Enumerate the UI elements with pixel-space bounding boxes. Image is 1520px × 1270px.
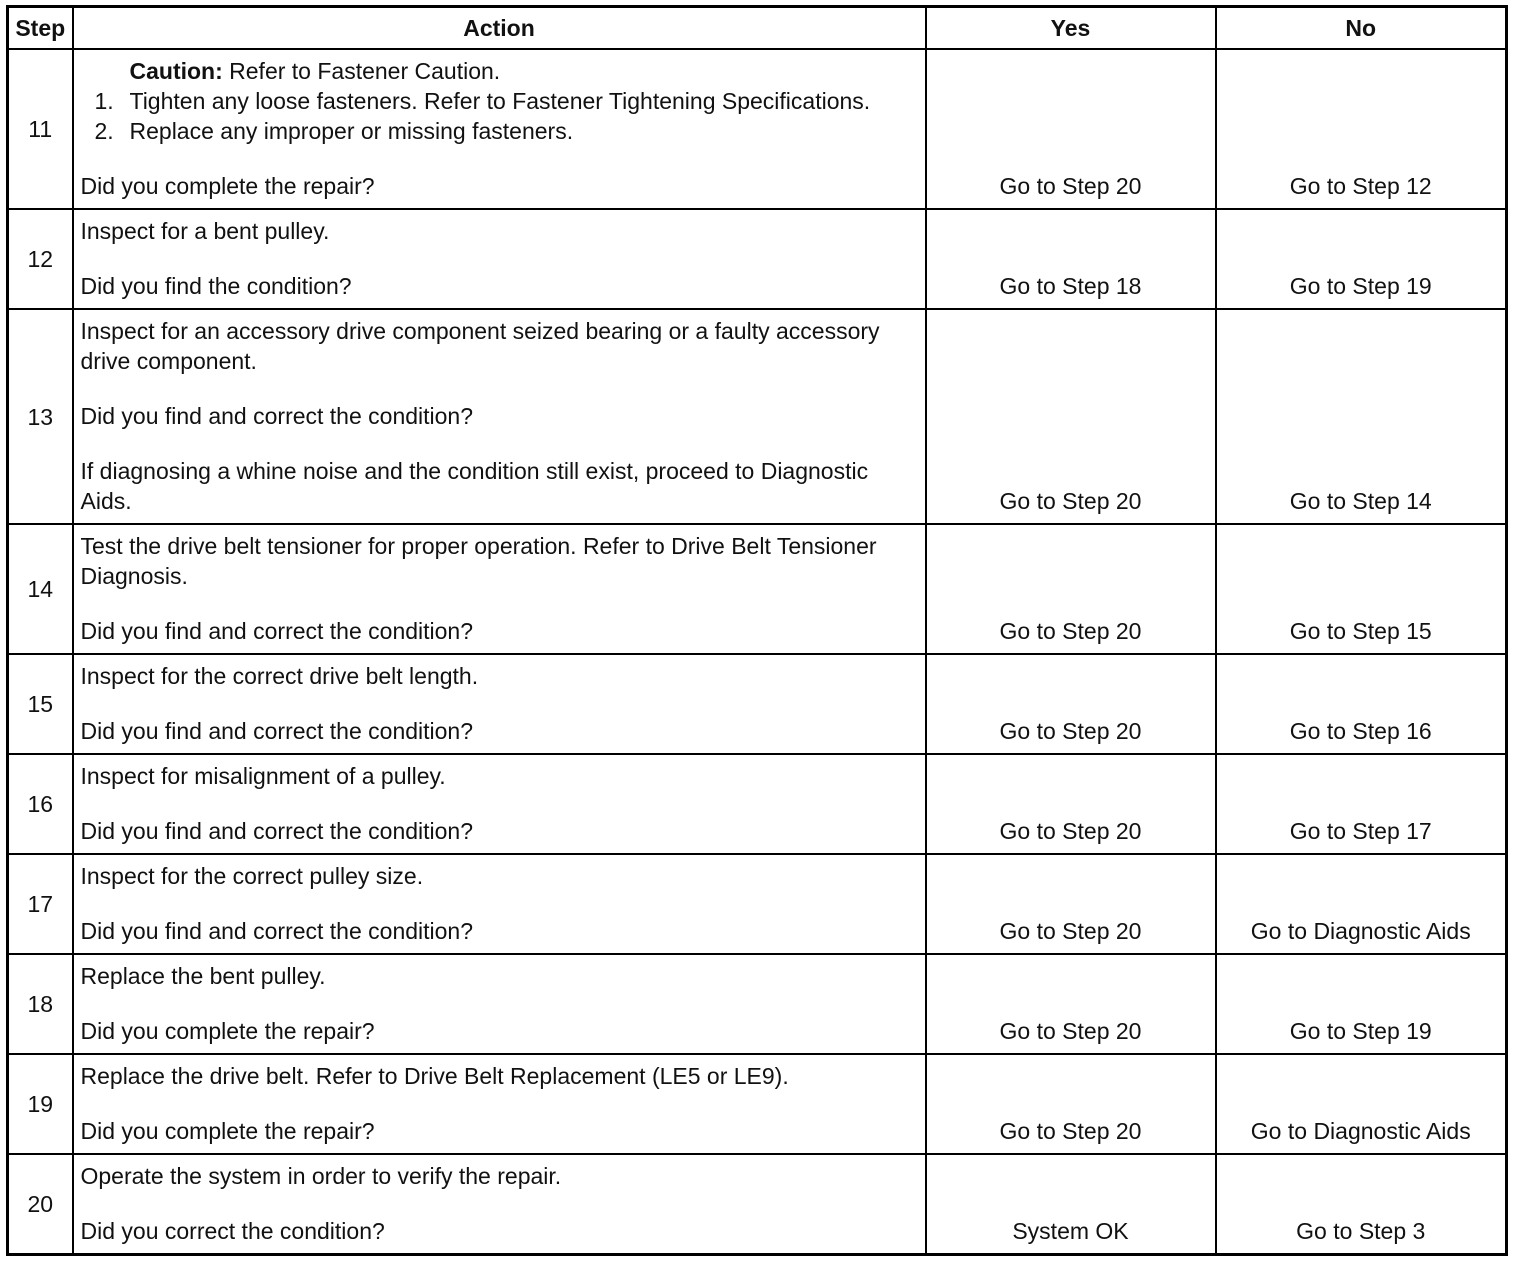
action-paragraph: Replace the drive belt. Refer to Drive Belt Replacement (LE5 or LE9). [80, 1063, 789, 1089]
action-paragraph: Inspect for the correct drive belt length. [80, 663, 479, 689]
step-number: 16 [8, 754, 73, 854]
action-question: Did you complete the repair? [80, 1118, 375, 1144]
action-column-header: Action [73, 7, 926, 50]
no-result: Go to Step 17 [1216, 754, 1507, 854]
list-item [81, 86, 919, 116]
action-question: Did you find the condition? [80, 273, 352, 299]
action-question: Did you find and correct the condition? [80, 918, 474, 944]
action-cell [73, 654, 926, 754]
table-row-step-18 [8, 954, 1507, 1054]
yes-result: Go to Step 20 [926, 654, 1216, 754]
yes-result: Go to Step 18 [926, 209, 1216, 309]
no-result: Go to Step 19 [1216, 209, 1507, 309]
action-paragraph: If diagnosing a whine noise and the condition still exist, proceed to Diagnostic Aids. [80, 458, 869, 514]
no-result: Go to Diagnostic Aids [1216, 854, 1507, 954]
list-number: 2. [94, 118, 114, 144]
no-result: Go to Step 16 [1216, 654, 1507, 754]
no-result: Go to Step 14 [1216, 309, 1507, 524]
table-row-step-11 [8, 49, 1507, 209]
yes-result: Go to Step 20 [926, 49, 1216, 209]
table-row-step-14 [8, 524, 1507, 654]
action-cell [73, 309, 926, 524]
step-column-header: Step [8, 7, 73, 50]
action-question: Did you find and correct the condition? [80, 618, 474, 644]
action-question: Did you find and correct the condition? [80, 818, 474, 844]
yes-result: Go to Step 20 [926, 954, 1216, 1054]
action-paragraph: Replace the bent pulley. [80, 963, 326, 989]
yes-result: Go to Step 20 [926, 524, 1216, 654]
no-result: Go to Step 12 [1216, 49, 1507, 209]
yes-result: System OK [926, 1154, 1216, 1255]
paragraph-spacer [81, 891, 919, 916]
yes-column-header: Yes [926, 7, 1216, 50]
step-number: 17 [8, 854, 73, 954]
no-result: Go to Step 3 [1216, 1154, 1507, 1255]
action-paragraph: Inspect for misalignment of a pulley. [80, 763, 446, 789]
no-result: Go to Step 19 [1216, 954, 1507, 1054]
step-number: 14 [8, 524, 73, 654]
action-paragraph: Operate the system in order to verify the repair. [80, 1163, 562, 1189]
action-question: Did you correct the condition? [80, 1218, 385, 1244]
table-row-step-17 [8, 854, 1507, 954]
step-number: 12 [8, 209, 73, 309]
table-row-step-12 [8, 209, 1507, 309]
list-text: Replace any improper or missing fasteners. [129, 118, 574, 144]
paragraph-spacer [81, 376, 919, 401]
diagnostic-steps-table [6, 5, 1508, 1256]
step-number: 18 [8, 954, 73, 1054]
paragraph-spacer [81, 591, 919, 616]
step-number: 20 [8, 1154, 73, 1255]
action-cell [73, 1054, 926, 1154]
yes-result: Go to Step 20 [926, 1054, 1216, 1154]
step-number: 19 [8, 1054, 73, 1154]
yes-result: Go to Step 20 [926, 854, 1216, 954]
no-result: Go to Diagnostic Aids [1216, 1054, 1507, 1154]
action-question: Did you complete the repair? [80, 1018, 375, 1044]
diagnostic-table-container [6, 5, 1508, 1256]
caution-note [81, 56, 919, 86]
action-paragraph: Inspect for the correct pulley size. [80, 863, 424, 889]
paragraph-spacer [81, 991, 919, 1016]
action-cell [73, 754, 926, 854]
action-question: Did you complete the repair? [80, 173, 375, 199]
action-cell [73, 49, 926, 209]
action-paragraph: Test the drive belt tensioner for proper operation. Refer to Drive Belt Tensioner Diagnosis. [80, 533, 877, 589]
action-cell [73, 854, 926, 954]
action-paragraph: Inspect for a bent pulley. [80, 218, 330, 244]
paragraph-spacer [81, 1191, 919, 1216]
action-question: Did you find and correct the condition? [80, 718, 474, 744]
yes-result: Go to Step 20 [926, 309, 1216, 524]
no-column-header: No [1216, 7, 1507, 50]
table-row-step-16 [8, 754, 1507, 854]
caution-text: Refer to Fastener Caution. [222, 58, 501, 84]
table-header-row [8, 7, 1507, 50]
step-number: 11 [8, 49, 73, 209]
yes-result: Go to Step 20 [926, 754, 1216, 854]
action-cell [73, 954, 926, 1054]
table-row-step-13 [8, 309, 1507, 524]
table-row-step-15 [8, 654, 1507, 754]
paragraph-spacer [81, 791, 919, 816]
action-paragraph: Inspect for an accessory drive component seized bearing or a faulty accessory drive component. [80, 318, 880, 374]
action-cell [73, 524, 926, 654]
paragraph-spacer [81, 1091, 919, 1116]
action-cell [73, 1154, 926, 1255]
list-number: 1. [94, 88, 114, 114]
no-result: Go to Step 15 [1216, 524, 1507, 654]
paragraph-spacer [81, 431, 919, 456]
paragraph-spacer [81, 246, 919, 271]
list-text: Tighten any loose fasteners. Refer to Fastener Tightening Specifications. [129, 88, 871, 114]
action-cell [73, 209, 926, 309]
paragraph-spacer [81, 691, 919, 716]
caution-label: Caution: [129, 58, 223, 84]
table-row-step-20 [8, 1154, 1507, 1255]
list-item [81, 116, 919, 146]
table-row-step-19 [8, 1054, 1507, 1154]
step-number: 13 [8, 309, 73, 524]
action-paragraph: Did you find and correct the condition? [80, 403, 474, 429]
step-number: 15 [8, 654, 73, 754]
